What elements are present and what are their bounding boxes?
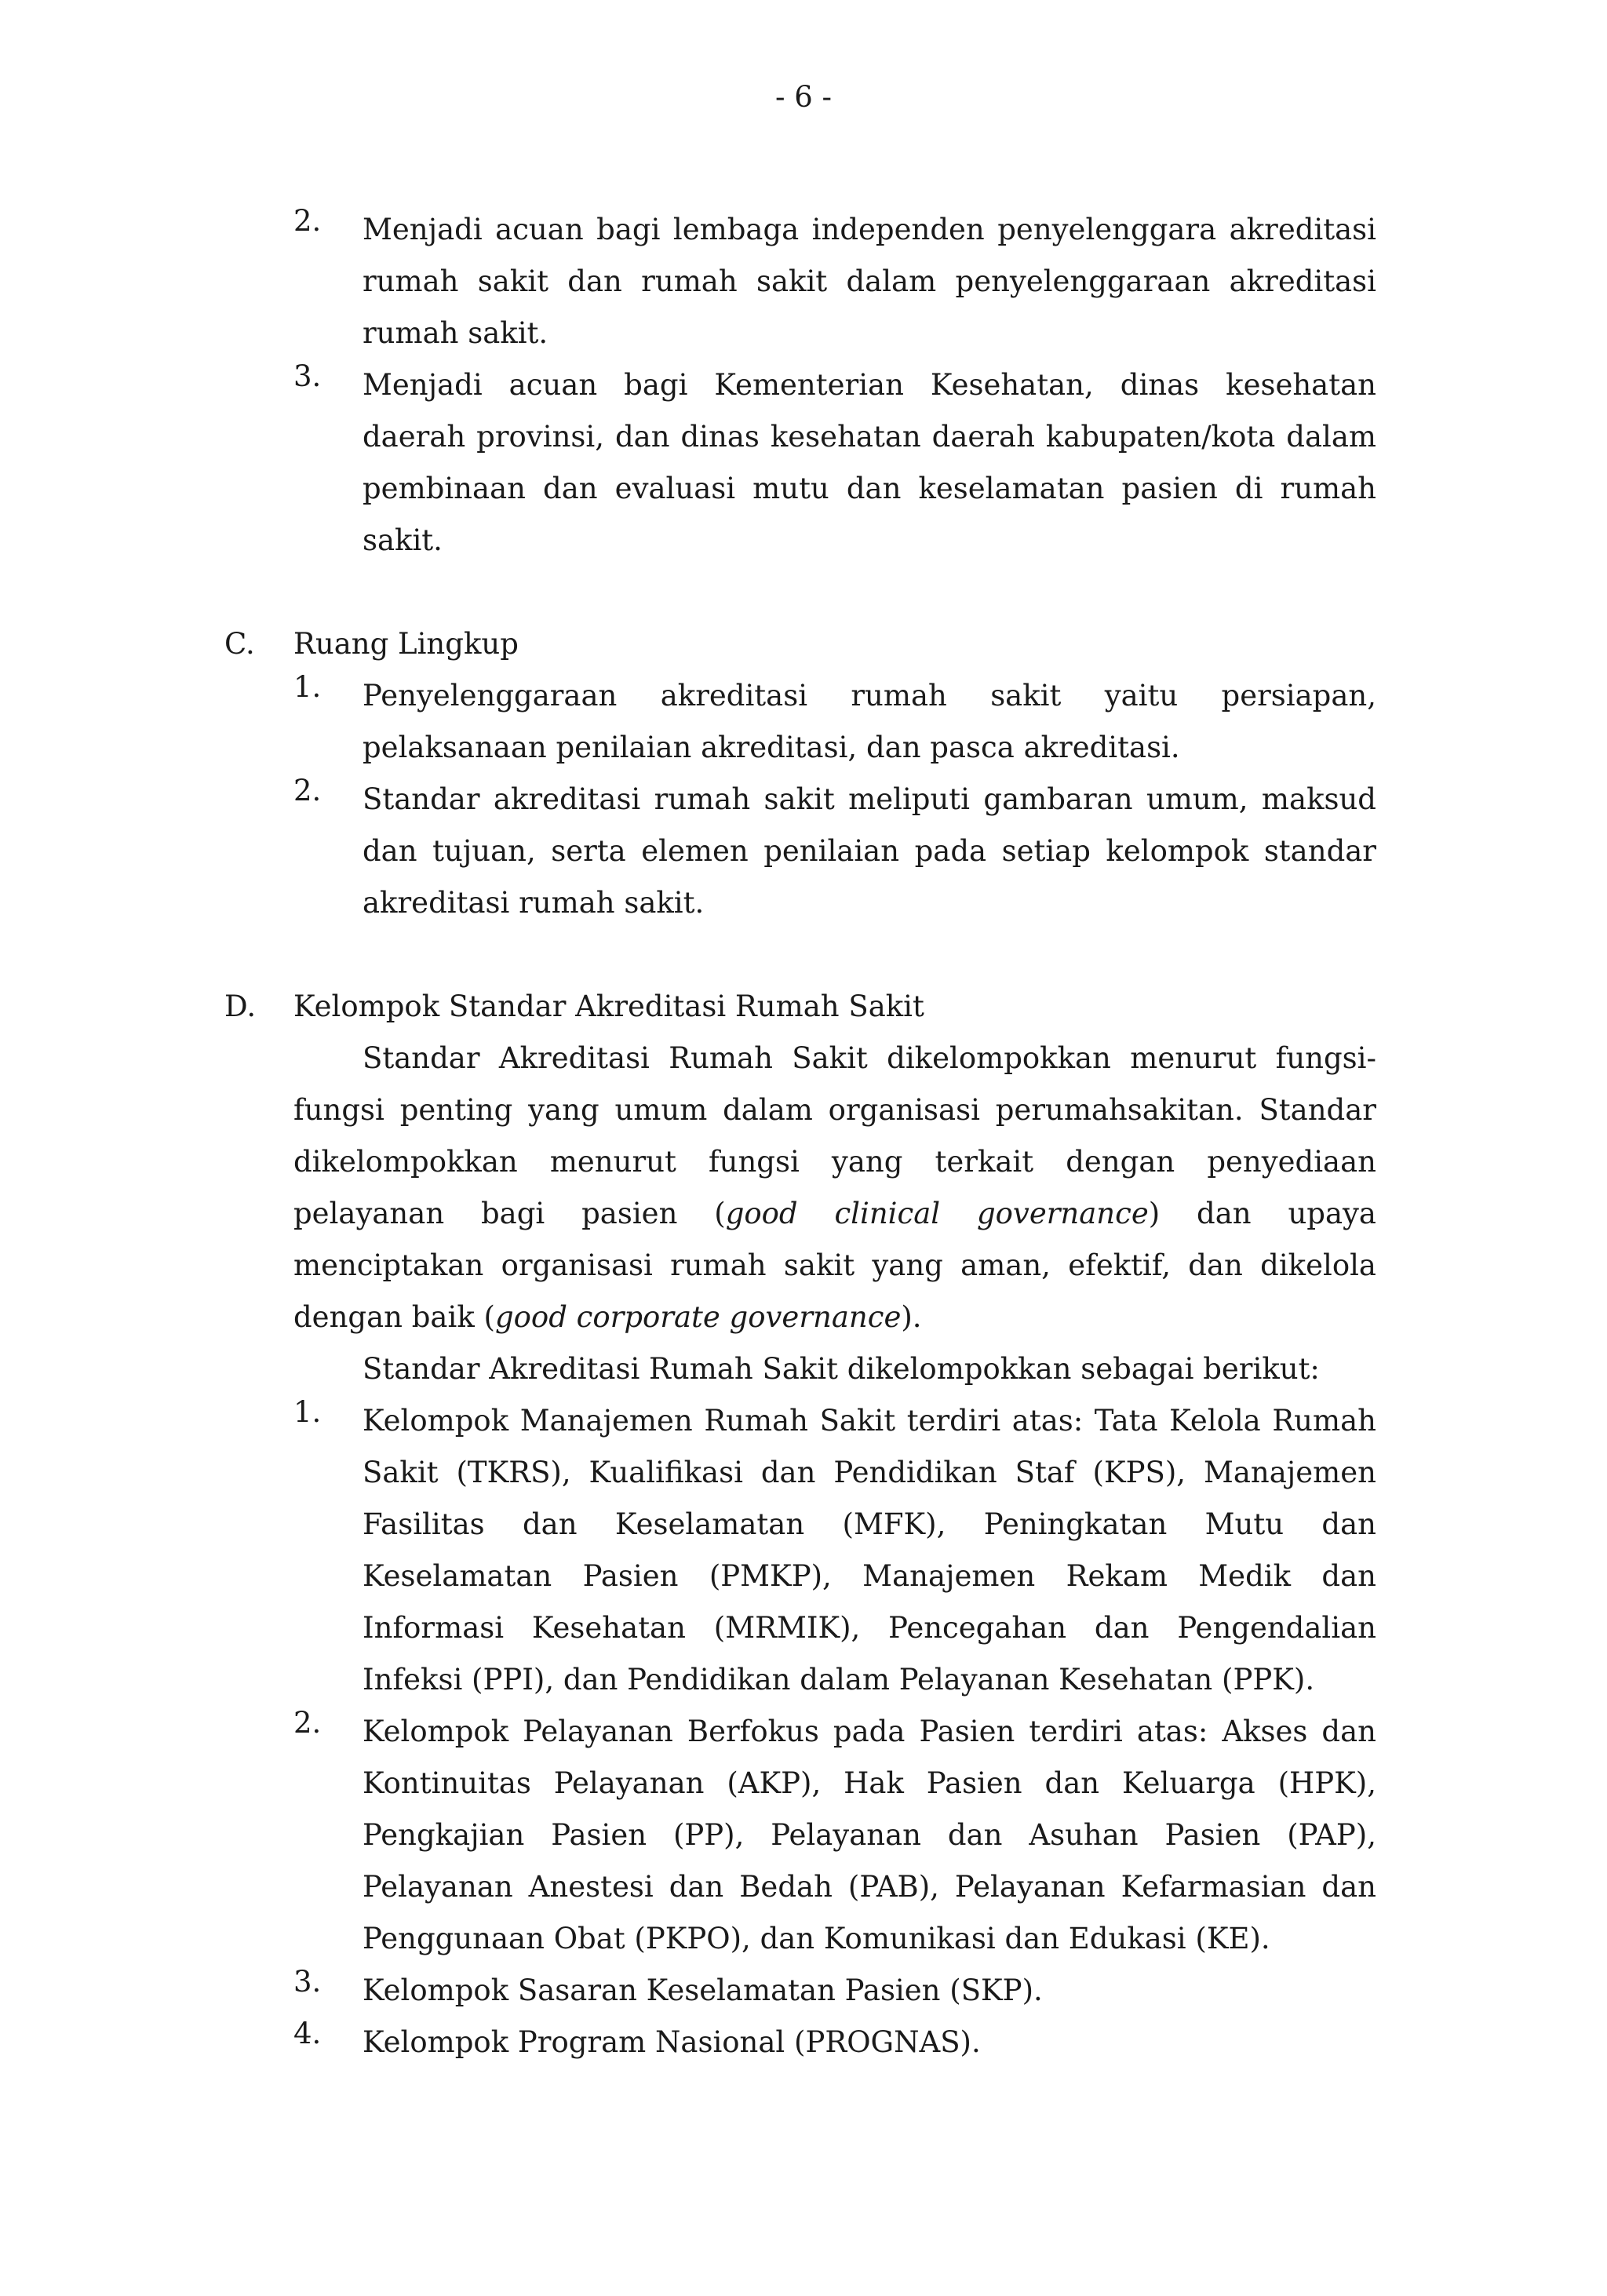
list-item-number: 2. xyxy=(293,1706,322,1740)
paragraph-italic-text: good corporate governance xyxy=(494,1300,902,1334)
list-item-number: 2. xyxy=(293,204,322,238)
section-letter: C. xyxy=(224,627,255,661)
list-item-text: Kelompok Manajemen Rumah Sakit terdiri atas: Tata Kelola Rumah Sakit (TKRS), Kualifikasi dan Pendidikan Staf (KPS), Manajemen Fasilitas dan Keselamatan (MFK), Peningkatan Mutu dan Keselamatan Pasien (PMKP), Manajemen Rekam Medik dan Informasi Kesehatan (MRMIK), Pencegahan dan Pengendalian Infeksi (PPI), dan Pendidikan dalam Pelayanan Kesehatan (PPK). xyxy=(363,1404,1376,1696)
list-item-text: Kelompok Program Nasional (PROGNAS). xyxy=(363,2025,981,2059)
section-title: Ruang Lingkup xyxy=(293,627,519,661)
section-heading-c xyxy=(224,618,1376,670)
section-heading-d xyxy=(224,981,1376,1033)
paragraph-text: ) dan upaya menciptakan organisasi rumah sakit yang aman, efektif, dan dikelola dengan baik ( xyxy=(293,1197,1376,1334)
page-number: - 6 - xyxy=(774,80,833,114)
list-item-number: 1. xyxy=(293,670,322,704)
paragraph-text: ). xyxy=(901,1300,922,1334)
list-item xyxy=(224,204,1376,359)
paragraph-italic-text: good clinical governance xyxy=(725,1197,1149,1230)
list-item xyxy=(224,1965,1376,2017)
list-item-number: 2. xyxy=(293,774,322,807)
list-item xyxy=(224,359,1376,567)
list-item-text: Kelompok Pelayanan Berfokus pada Pasien terdiri atas: Akses dan Kontinuitas Pelayanan (AKP), Hak Pasien dan Keluarga (HPK), Pengkajian Pasien (PP), Pelayanan dan Asuhan Pasien (PAP), Pelayanan Anestesi dan Bedah (PAB), Pelayanan Kefarmasian dan Penggunaan Obat (PKPO), dan Komunikasi dan Edukasi (KE). xyxy=(363,1715,1376,1955)
list-item xyxy=(224,670,1376,774)
list-item xyxy=(224,1706,1376,1965)
paragraph: Standar Akreditasi Rumah Sakit dikelompokkan sebagai berikut: xyxy=(363,1352,1320,1386)
section-letter: D. xyxy=(224,989,257,1023)
list-item-text: Penyelenggaraan akreditasi rumah sakit yaitu persiapan, pelaksanaan penilaian akreditasi, dan pasca akreditasi. xyxy=(363,679,1376,764)
document-body xyxy=(224,204,1376,2068)
paragraph-text: Standar Akreditasi Rumah Sakit dikelompokkan menurut fungsi-fungsi penting yang umum dalam organisasi perumahsakitan. Standar dikelompokkan menurut fungsi yang terkait dengan penyediaan pelayanan bagi pasien ( xyxy=(293,1041,1376,1230)
list-item-text: Menjadi acuan bagi lembaga independen penyelenggara akreditasi rumah sakit dan rumah sakit dalam penyelenggaraan akreditasi rumah sakit. xyxy=(363,213,1376,350)
list-item xyxy=(224,2017,1376,2068)
list-item-number: 1. xyxy=(293,1395,322,1429)
paragraph xyxy=(224,1033,1376,1343)
section-title: Kelompok Standar Akreditasi Rumah Sakit xyxy=(293,989,924,1023)
list-item-number: 3. xyxy=(293,1965,322,1999)
list-item-text: Menjadi acuan bagi Kementerian Kesehatan, dinas kesehatan daerah provinsi, dan dinas kesehatan daerah kabupaten/kota dalam pembinaan dan evaluasi mutu dan keselamatan pasien di rumah sakit. xyxy=(363,368,1376,557)
list-item xyxy=(224,774,1376,929)
list-item-text: Kelompok Sasaran Keselamatan Pasien (SKP). xyxy=(363,1973,1043,2007)
list-item xyxy=(224,1395,1376,1706)
list-item-number: 4. xyxy=(293,2017,322,2050)
list-item-text: Standar akreditasi rumah sakit meliputi gambaran umum, maksud dan tujuan, serta elemen penilaian pada setiap kelompok standar akreditasi rumah sakit. xyxy=(363,782,1376,920)
list-item-number: 3. xyxy=(293,359,322,393)
